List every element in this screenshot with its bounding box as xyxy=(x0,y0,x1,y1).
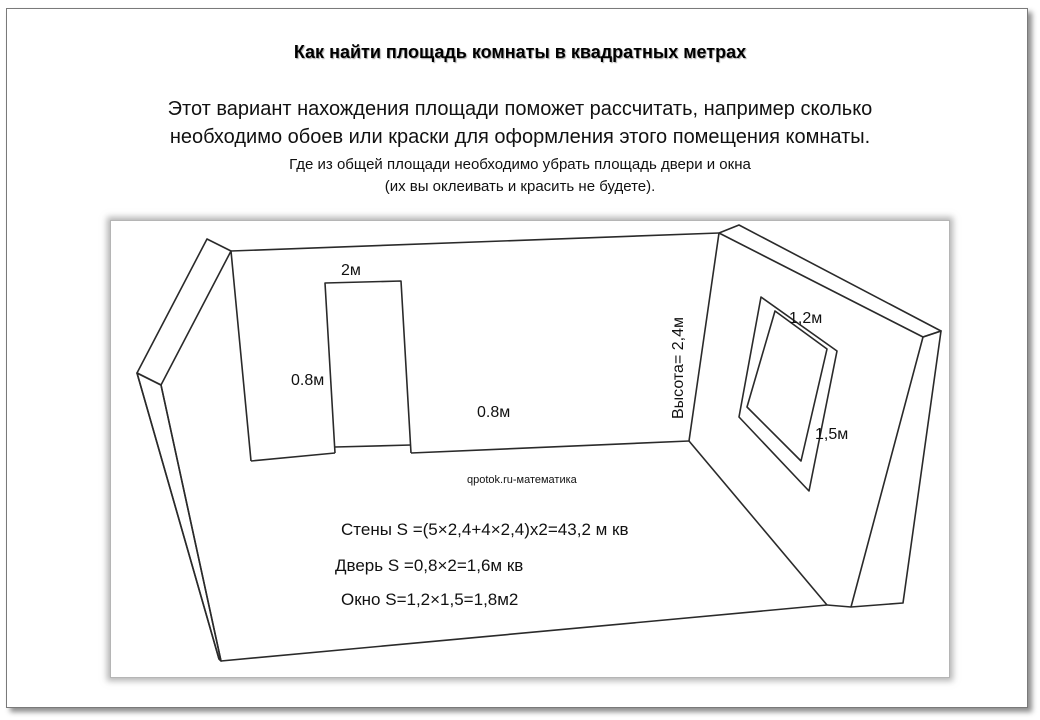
left-wall-outer-edge xyxy=(137,373,219,659)
window-height-label: 1,5м xyxy=(815,426,849,443)
right-wall-slab-top xyxy=(719,225,941,337)
window-outer xyxy=(739,297,837,491)
watermark: qpotok.ru-математика xyxy=(467,474,577,486)
right-wall-front xyxy=(851,331,941,607)
floor-right-edge xyxy=(689,441,827,605)
intro-line-1: Этот вариант нахождения площади поможет рассчитать, например сколько xyxy=(167,98,873,120)
door-outline xyxy=(325,281,411,453)
intro-line-4: (их вы оклеивать и красить не будете). xyxy=(384,178,656,195)
floor-front-edge xyxy=(221,605,827,661)
wall-bottom-label: 0.8м xyxy=(477,404,511,421)
intro-line-3: Где из общей площади необходимо убрать площадь двери и окна xyxy=(289,156,751,173)
formula-walls: Стены S =(5×2,4+4×2,4)x2=43,2 м кв xyxy=(341,520,629,539)
door-floor-line xyxy=(335,445,411,447)
back-wall-bottom xyxy=(251,453,335,461)
back-right-corner xyxy=(689,233,719,441)
room-diagram xyxy=(110,220,950,678)
page-title: Как найти площадь комнаты в квадратных метрах xyxy=(293,42,747,62)
back-wall-bottom-right xyxy=(411,441,689,453)
window-width-label: 1,2м xyxy=(789,310,823,327)
back-wall-top xyxy=(231,233,719,251)
formula-window: Окно S=1,2×1,5=1,8м2 xyxy=(341,590,519,609)
formula-door: Дверь S =0,8×2=1,6м кв xyxy=(335,556,524,575)
left-wall-inner-edge xyxy=(161,385,221,661)
left-wall-slab xyxy=(137,239,231,385)
left-wall-top-inner xyxy=(231,251,251,461)
door-width-label: 0.8м xyxy=(291,372,325,389)
intro-line-2: необходимо обоев или краски для оформления этого помещения комнаты. xyxy=(169,126,871,148)
room-diagram-svg xyxy=(111,221,949,677)
room-height-label: Высота= 2,4м xyxy=(670,317,687,419)
floor-front-right xyxy=(827,605,851,607)
door-height-label: 2м xyxy=(341,262,361,279)
